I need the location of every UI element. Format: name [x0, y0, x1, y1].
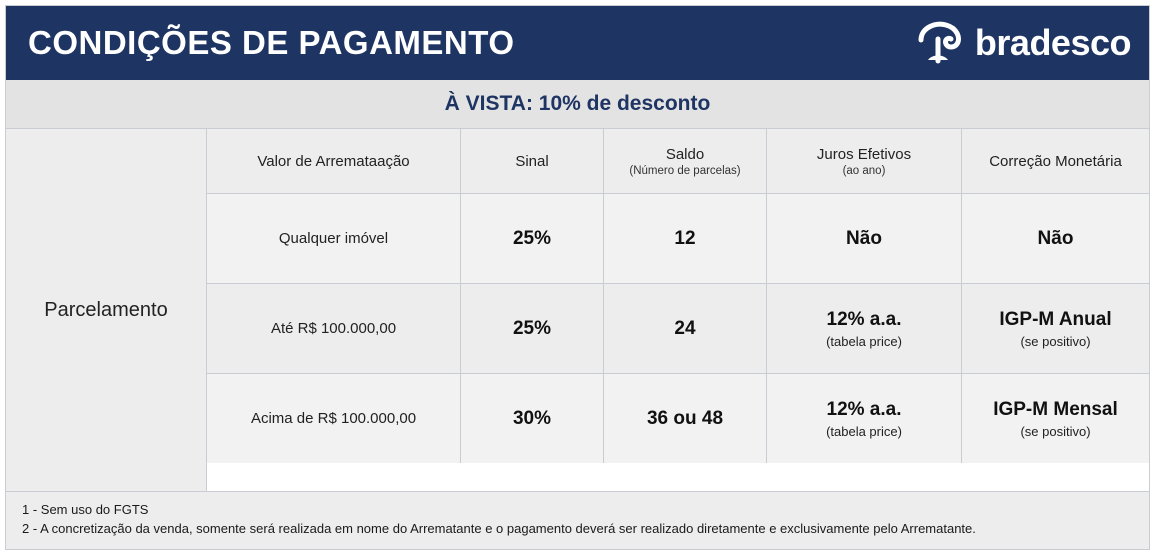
column-header-correcao-text: Correção Monetária — [989, 152, 1122, 170]
cell-sinal-text: 25% — [512, 227, 552, 249]
cell-juros-text: 12% a.a. — [826, 398, 902, 420]
cell-valor — [207, 284, 461, 373]
column-header-sinal-text: Sinal — [515, 152, 549, 170]
cell-sinal — [461, 194, 604, 283]
column-header-juros-subtext: (ao ano) — [842, 164, 886, 177]
column-header-correcao — [962, 129, 1149, 193]
table-header-row — [207, 129, 1149, 194]
cell-correcao — [962, 194, 1149, 283]
cell-sinal-text: 25% — [512, 317, 552, 339]
cell-saldo — [604, 374, 767, 463]
cell-valor-text: Até R$ 100.000,00 — [270, 320, 397, 337]
cell-correcao-text: IGP-M Mensal — [993, 398, 1118, 420]
column-header-juros-text: Juros Efetivos — [816, 145, 912, 163]
cell-saldo — [604, 284, 767, 373]
cell-juros — [767, 284, 962, 373]
cell-correcao-subtext: (se positivo) — [1020, 333, 1091, 349]
page-title: CONDIÇÕES DE PAGAMENTO — [28, 24, 515, 61]
table-grid — [207, 129, 1149, 491]
cell-correcao-text: IGP-M Anual — [999, 308, 1112, 330]
column-header-valor — [207, 129, 461, 193]
column-header-saldo — [604, 129, 767, 193]
footnote-1: 1 - Sem uso do FGTS — [22, 502, 149, 518]
cell-saldo-text: 36 ou 48 — [646, 407, 724, 429]
brand-name: bradesco — [974, 22, 1131, 63]
brand-lockup — [913, 19, 1131, 67]
discount-banner — [6, 80, 1149, 129]
cell-valor — [207, 374, 461, 463]
cell-valor — [207, 194, 461, 283]
row-group-label-text: Parcelamento — [44, 298, 168, 321]
table-row — [207, 284, 1149, 374]
cell-juros-subtext: (tabela price) — [826, 423, 902, 439]
cell-valor-text: Acima de R$ 100.000,00 — [250, 410, 417, 427]
cell-valor-text: Qualquer imóvel — [278, 230, 389, 247]
cell-juros-subtext: (tabela price) — [826, 333, 902, 349]
column-header-valor-text: Valor de Arremataação — [257, 152, 410, 170]
cell-juros-text: Não — [846, 227, 882, 249]
discount-text: À VISTA: 10% de desconto — [444, 92, 711, 115]
column-header-juros — [767, 129, 962, 193]
cell-saldo-text: 24 — [674, 317, 696, 339]
column-header-sinal — [461, 129, 604, 193]
cell-correcao-subtext: (se positivo) — [1020, 423, 1091, 439]
table-row — [207, 194, 1149, 284]
column-header-saldo-text: Saldo — [665, 145, 705, 163]
table-row — [207, 374, 1149, 463]
cell-saldo-text: 12 — [674, 227, 696, 249]
cell-juros — [767, 374, 962, 463]
cell-sinal — [461, 284, 604, 373]
footnote-2: 2 - A concretização da venda, somente será realizada em nome do Arrematante e o pagamento deverá ser realizado diretamente e exclusivamente pelo Arrematante. — [22, 521, 976, 537]
cell-saldo — [604, 194, 767, 283]
footnotes — [6, 491, 1149, 549]
conditions-table — [6, 129, 1149, 491]
cell-correcao — [962, 284, 1149, 373]
row-group-label — [6, 129, 207, 491]
cell-sinal — [461, 374, 604, 463]
cell-correcao-text: Não — [1037, 227, 1074, 249]
cell-juros — [767, 194, 962, 283]
header-bar — [6, 6, 1149, 80]
column-header-saldo-subtext: (Número de parcelas) — [629, 164, 741, 177]
cell-juros-text: 12% a.a. — [826, 308, 902, 330]
bradesco-tree-icon — [913, 19, 967, 67]
cell-correcao — [962, 374, 1149, 463]
payment-conditions-card — [5, 5, 1150, 550]
cell-sinal-text: 30% — [512, 407, 552, 429]
